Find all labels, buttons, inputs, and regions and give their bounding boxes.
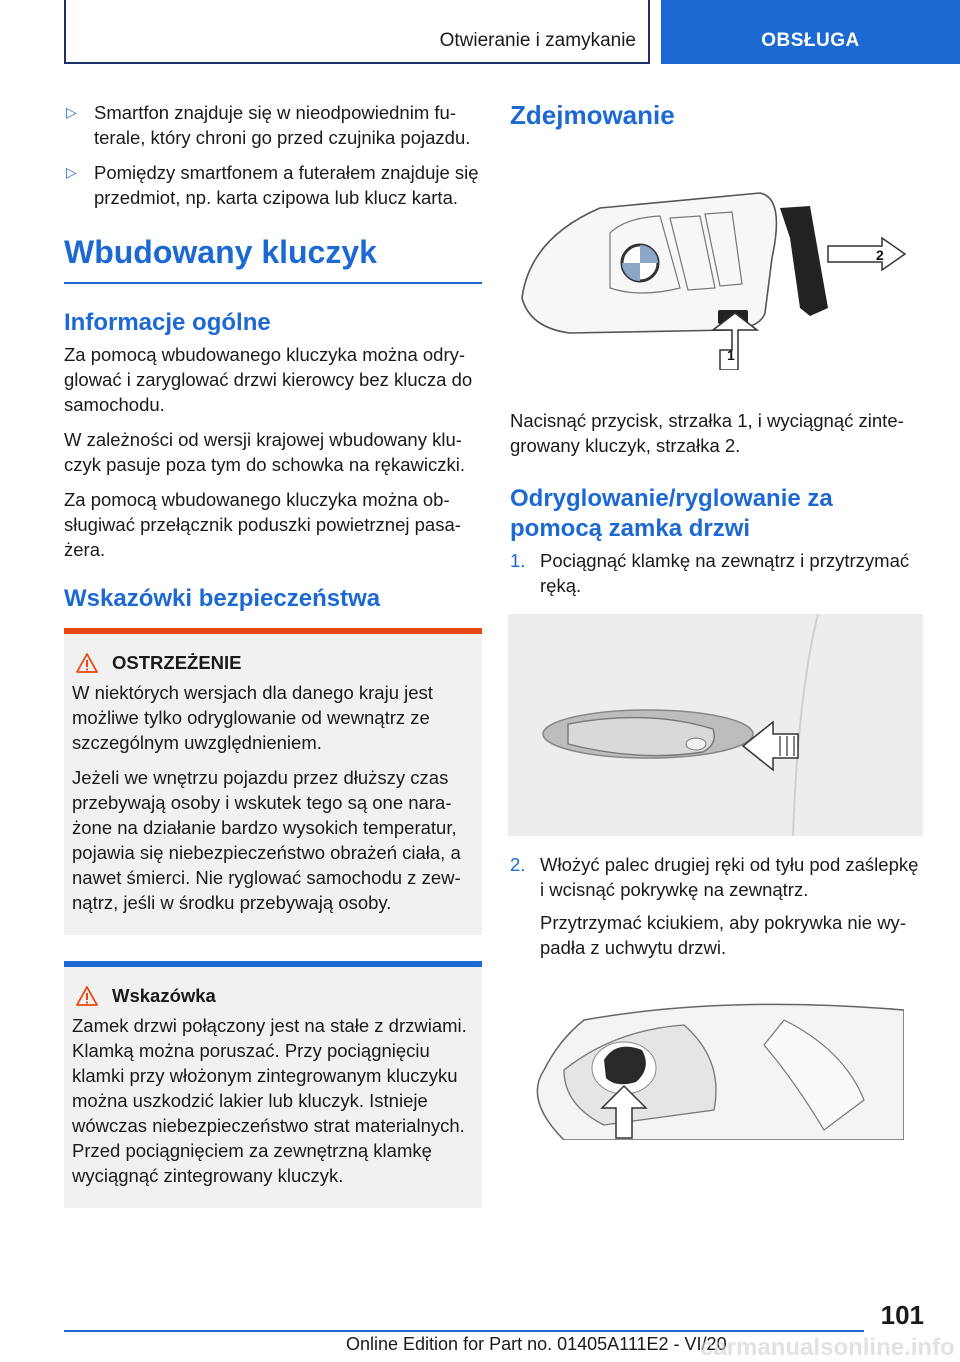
bullet-list <box>64 100 482 210</box>
footer-rule <box>64 1330 864 1332</box>
step-2-extra: Przytrzymać kciukiem, aby pokrywka nie wypadła z uchwytu drzwi. <box>540 912 906 958</box>
general-info-body <box>64 342 482 562</box>
paragraph: Jeżeli we wnętrzu pojazdu przez dłuższy czas przebywają osoby i wskutek tego są one narażone na działanie bardzo wysokich temperatur, pojawia się niebezpieczeństwo obrażeń ciała, a nawet śmierci. Nie ryglować samochodu z zewnątrz, jeśli w środku przebywają osoby. <box>72 767 461 913</box>
key-removal-figure <box>510 138 924 370</box>
heading-general-info: Informacje ogólne <box>64 309 271 336</box>
step-item: 2. Włożyć palec drugiej ręki od tyłu pod zaślepkę i wcisnąć pokrywkę na zewnątrz. <box>510 854 919 900</box>
triangle-bullet-icon: ▷ <box>66 104 77 120</box>
warning-triangle-icon <box>76 653 98 673</box>
chapter-tab-label: OBSŁUGA <box>761 30 860 51</box>
heading-removal: Zdejmowanie <box>510 100 675 130</box>
note-box <box>64 961 482 1208</box>
heading-built-in-key: Wbudowany kluczyk <box>64 232 482 284</box>
note-triangle-icon <box>76 986 98 1006</box>
watermark-text: carmanualsonline.info <box>700 1334 955 1361</box>
step-list <box>510 852 924 902</box>
header-divider <box>648 0 650 64</box>
arrow-2-label: 2 <box>876 247 884 263</box>
heading-safety: Wskazówki bezpieczeństwa <box>64 585 381 612</box>
arrow-2-icon <box>828 238 905 270</box>
header-left-rule <box>64 0 66 64</box>
step-item: 1. Pociągnąć klamkę na zewnątrz i przytrzymać ręką. <box>510 550 910 596</box>
warning-title: OSTRZEŻENIE <box>112 652 242 673</box>
paragraph: W zależności od wersji krajowej wbudowany kluczyk pasuje poza tym do schowka na rękawiczki. <box>64 429 466 475</box>
edition-text: Online Edition for Part no. 01405A111E2 - VI/20 <box>346 1334 727 1354</box>
paragraph: Za pomocą wbudowanego kluczyka można odryglować i zaryglować drzwi kierowcy bez klucza do samochodu. <box>64 344 473 415</box>
cover-removal-figure <box>524 990 904 1140</box>
section-title: Otwieranie i zamykanie <box>439 30 636 51</box>
chapter-tab[interactable] <box>661 0 960 64</box>
list-item: ▷ Smartfon znajduje się w nieodpowiednim futerale, który chroni go przed czujnika pojazdu. <box>66 102 471 148</box>
removal-text: Nacisnąć przycisk, strzałka 1, i wyciągnąć zintegrowany kluczyk, strzałka 2. <box>510 410 904 456</box>
note-title: Wskazówka <box>112 985 216 1006</box>
paragraph: Zamek drzwi połączony jest na stałe z drzwiami. Klamką można poruszać. Przy pociągnięciu klamki przy włożonym zintegrowanym kluczyku można uszkodzić lakier lub kluczyk. Istnieje wówczas niebezpieczeństwo strat materialnych. Przed pociągnięciem za zewnętrzną klamkę wyciągnąć zintegrowany kluczyk. <box>72 1015 467 1186</box>
paragraph: W niektórych wersjach dla danego kraju jest możliwe tylko odryglowanie od wewnątrz ze szczególnym uwzględnieniem. <box>72 682 433 753</box>
page-number: 101 <box>880 1300 924 1330</box>
right-column <box>510 100 924 1140</box>
step-list <box>510 548 924 598</box>
integrated-key-shape <box>780 206 828 316</box>
arrow-1-label: 1 <box>727 347 735 363</box>
list-item: ▷ Pomiędzy smartfonem a futerałem znajduje się przedmiot, np. karta czipowa lub klucz karta. <box>66 162 479 208</box>
door-handle-figure <box>508 614 923 836</box>
triangle-bullet-icon: ▷ <box>66 164 77 180</box>
left-column <box>64 100 482 1208</box>
paragraph: Za pomocą wbudowanego kluczyka można obsługiwać przełącznik poduszki powietrznej pasażera. <box>64 489 461 560</box>
header-bottom-rule <box>64 62 648 64</box>
warning-box <box>64 628 482 935</box>
heading-door-lock: Odryglowanie/ryglowanie za pomocą zamka drzwi <box>510 485 833 542</box>
